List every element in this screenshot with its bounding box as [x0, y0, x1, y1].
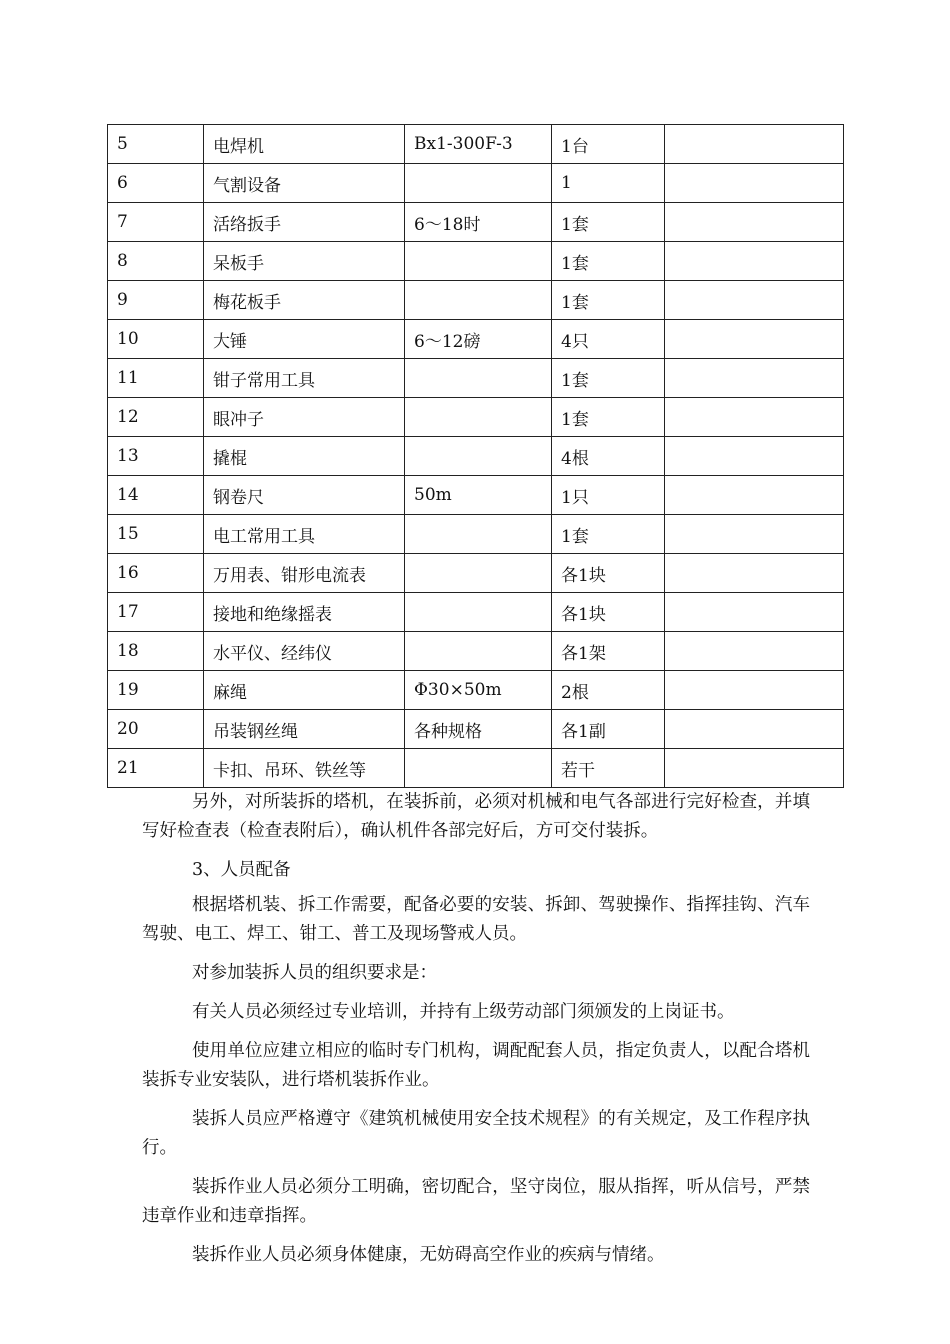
- table-cell-name: 卡扣、吊环、铁丝等: [204, 749, 405, 788]
- table-cell-qty: 1: [552, 164, 665, 203]
- table-cell-note: [665, 437, 844, 476]
- table-row: [108, 710, 844, 749]
- table-cell-spec: [405, 437, 552, 476]
- table-cell-no: 12: [108, 398, 204, 437]
- table-cell-spec: Bx1-300F-3: [405, 125, 552, 164]
- table-row: [108, 554, 844, 593]
- paragraph-training: 有关人员必须经过专业培训，并持有上级劳动部门须颁发的上岗证书。: [192, 1002, 735, 1022]
- table-cell-note: [665, 242, 844, 281]
- table-cell-no: 10: [108, 320, 204, 359]
- section-heading-staffing: 3、人员配备: [192, 860, 291, 880]
- table-cell-no: 9: [108, 281, 204, 320]
- table-cell-note: [665, 164, 844, 203]
- table-cell-spec: [405, 593, 552, 632]
- table-cell-name: 钳子常用工具: [204, 359, 405, 398]
- table-row: [108, 203, 844, 242]
- table-cell-no: 18: [108, 632, 204, 671]
- table-cell-spec: [405, 281, 552, 320]
- table-cell-name: 活络扳手: [204, 203, 405, 242]
- table-cell-name: 呆板手: [204, 242, 405, 281]
- table-cell-name: 眼冲子: [204, 398, 405, 437]
- table-cell-qty: 4只: [552, 320, 665, 359]
- table-cell-spec: [405, 242, 552, 281]
- table-row: [108, 242, 844, 281]
- table-cell-qty: 1套: [552, 281, 665, 320]
- table-cell-spec: [405, 515, 552, 554]
- table-cell-qty: 1套: [552, 359, 665, 398]
- table-cell-name: 梅花板手: [204, 281, 405, 320]
- table-row: [108, 749, 844, 788]
- table-row: [108, 515, 844, 554]
- table-cell-note: [665, 281, 844, 320]
- table-cell-no: 14: [108, 476, 204, 515]
- table-cell-qty: 1台: [552, 125, 665, 164]
- table-row: [108, 281, 844, 320]
- table-cell-note: [665, 125, 844, 164]
- table-cell-qty: 2根: [552, 671, 665, 710]
- table-cell-no: 8: [108, 242, 204, 281]
- table-cell-no: 16: [108, 554, 204, 593]
- table-cell-spec: 各种规格: [405, 710, 552, 749]
- table-row: [108, 437, 844, 476]
- table-cell-qty: 各1块: [552, 554, 665, 593]
- table-row: [108, 671, 844, 710]
- table-cell-qty: 各1副: [552, 710, 665, 749]
- table-row: [108, 359, 844, 398]
- table-cell-name: 吊装钢丝绳: [204, 710, 405, 749]
- table-cell-no: 21: [108, 749, 204, 788]
- paragraph-inspection-note: 另外，对所装拆的塔机，在装拆前，必须对机械和电气各部进行完好检查，并填写好检查表（检查表附后），确认机件各部完好后，方可交付装拆。: [142, 792, 810, 841]
- table-cell-note: [665, 476, 844, 515]
- table-cell-qty: 1只: [552, 476, 665, 515]
- table-cell-note: [665, 398, 844, 437]
- table-cell-spec: [405, 359, 552, 398]
- table-cell-no: 11: [108, 359, 204, 398]
- table-cell-note: [665, 710, 844, 749]
- table-cell-name: 万用表、钳形电流表: [204, 554, 405, 593]
- table-cell-qty: 1套: [552, 398, 665, 437]
- table-cell-spec: [405, 164, 552, 203]
- table-cell-no: 13: [108, 437, 204, 476]
- table-cell-spec: 50m: [405, 476, 552, 515]
- table-cell-qty: 若干: [552, 749, 665, 788]
- table-cell-qty: 各1架: [552, 632, 665, 671]
- table-cell-name: 接地和绝缘摇表: [204, 593, 405, 632]
- table-cell-qty: 1套: [552, 515, 665, 554]
- table-cell-no: 17: [108, 593, 204, 632]
- paragraph-organization: 使用单位应建立相应的临时专门机构，调配配套人员，指定负责人，以配合塔机装拆专业安装队，进行塔机装拆作业。: [142, 1041, 810, 1090]
- table-cell-name: 水平仪、经纬仪: [204, 632, 405, 671]
- table-cell-note: [665, 515, 844, 554]
- table-cell-note: [665, 320, 844, 359]
- table-cell-name: 电焊机: [204, 125, 405, 164]
- table-cell-no: 15: [108, 515, 204, 554]
- paragraph-requirements-intro: 对参加装拆人员的组织要求是：: [192, 963, 437, 983]
- table-row: [108, 125, 844, 164]
- table-cell-spec: 6～12磅: [405, 320, 552, 359]
- table-cell-no: 20: [108, 710, 204, 749]
- table-cell-no: 19: [108, 671, 204, 710]
- table-cell-note: [665, 554, 844, 593]
- table-cell-spec: 6～18时: [405, 203, 552, 242]
- paragraph-staffing-needs: 根据塔机装、拆工作需要，配备必要的安装、拆卸、驾驶操作、指挥挂钩、汽车驾驶、电工、焊工、钳工、普工及现场警戒人员。: [142, 895, 810, 944]
- table-cell-qty: 各1块: [552, 593, 665, 632]
- table-row: [108, 632, 844, 671]
- table-row: [108, 164, 844, 203]
- body-text: [142, 788, 810, 1280]
- table-cell-spec: [405, 632, 552, 671]
- table-cell-spec: [405, 554, 552, 593]
- table-cell-note: [665, 359, 844, 398]
- table-cell-note: [665, 749, 844, 788]
- table-row: [108, 398, 844, 437]
- table-cell-qty: 1套: [552, 203, 665, 242]
- table-cell-name: 麻绳: [204, 671, 405, 710]
- table-cell-name: 大锤: [204, 320, 405, 359]
- table-cell-no: 5: [108, 125, 204, 164]
- tools-table: [107, 124, 844, 788]
- table-cell-note: [665, 203, 844, 242]
- table-cell-note: [665, 632, 844, 671]
- table-cell-note: [665, 593, 844, 632]
- table-cell-name: 钢卷尺: [204, 476, 405, 515]
- table-cell-note: [665, 671, 844, 710]
- table-cell-spec: [405, 398, 552, 437]
- table-cell-spec: Φ30×50m: [405, 671, 552, 710]
- table-row: [108, 593, 844, 632]
- table-cell-name: 撬棍: [204, 437, 405, 476]
- tools-table-body: [108, 125, 844, 788]
- table-row: [108, 476, 844, 515]
- table-cell-qty: 1套: [552, 242, 665, 281]
- table-cell-name: 电工常用工具: [204, 515, 405, 554]
- table-cell-qty: 4根: [552, 437, 665, 476]
- paragraph-regulations: 装拆人员应严格遵守《建筑机械使用安全技术规程》的有关规定，及工作程序执行。: [142, 1109, 810, 1158]
- table-row: [108, 320, 844, 359]
- table-cell-name: 气割设备: [204, 164, 405, 203]
- table-cell-spec: [405, 749, 552, 788]
- paragraph-health: 装拆作业人员必须身体健康，无妨碍高空作业的疾病与情绪。: [192, 1245, 665, 1265]
- table-cell-no: 7: [108, 203, 204, 242]
- table-cell-no: 6: [108, 164, 204, 203]
- paragraph-cooperation: 装拆作业人员必须分工明确，密切配合，坚守岗位，服从指挥，听从信号，严禁违章作业和违章指挥。: [142, 1177, 810, 1226]
